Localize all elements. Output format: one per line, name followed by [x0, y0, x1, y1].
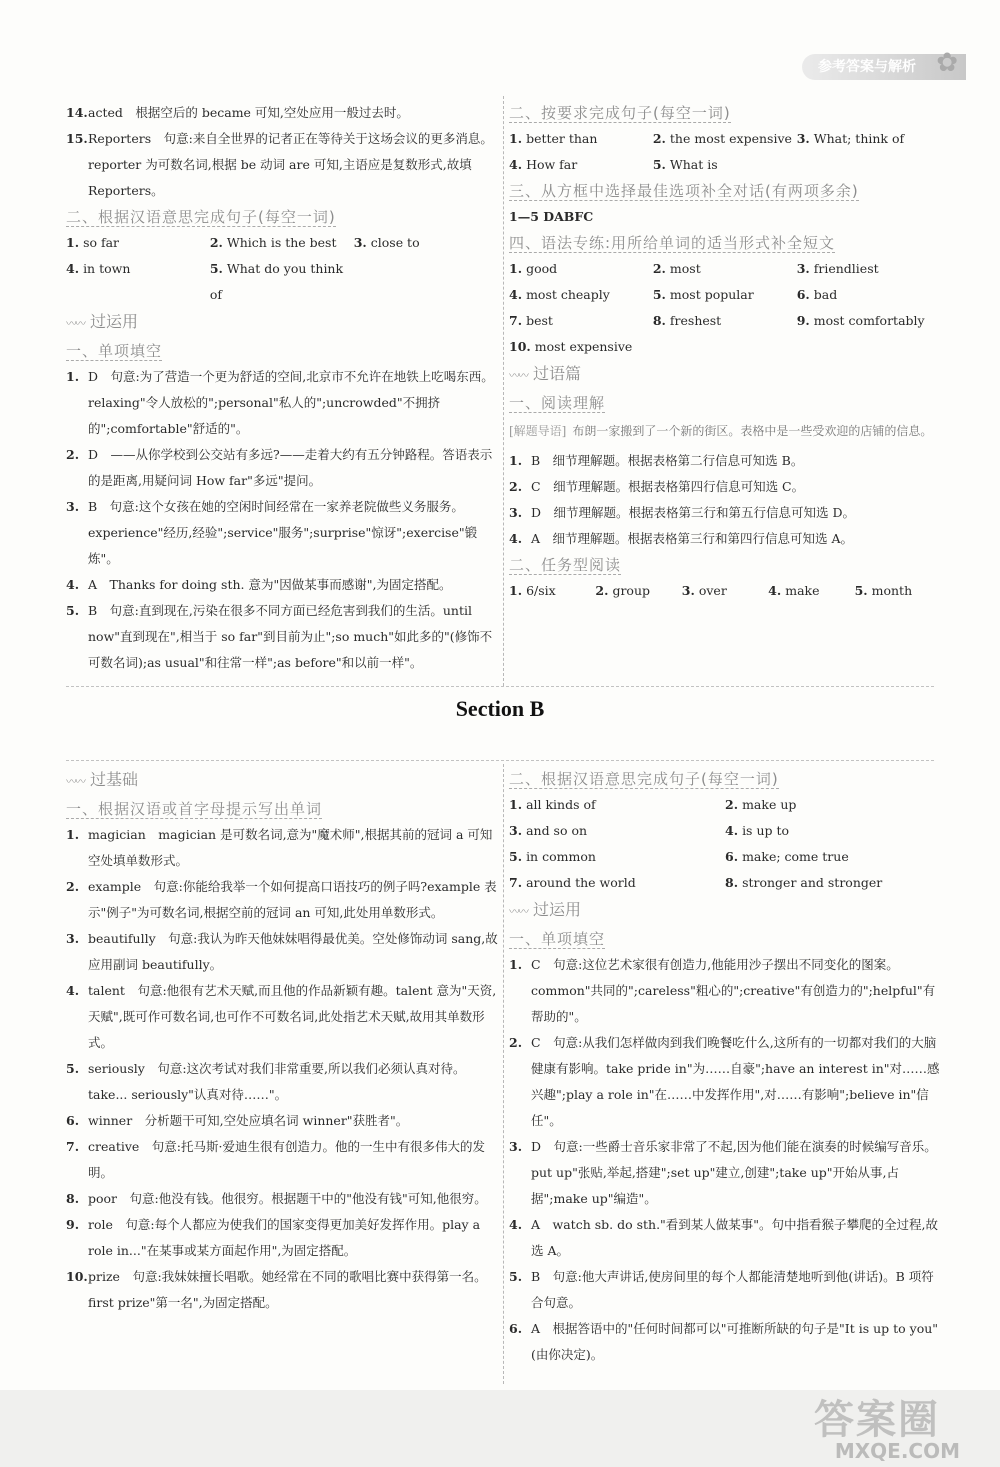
- entry-number: 4.: [66, 577, 80, 592]
- section-heading: 二、按要求完成句子(每空一词): [509, 104, 731, 122]
- entry-number: 5.: [509, 1269, 523, 1284]
- entry-number: 1.: [509, 957, 523, 972]
- cell-number: 3.: [796, 131, 810, 146]
- answer-entry: [66, 1056, 498, 1108]
- entry-number: 10.: [66, 1269, 88, 1284]
- answer-grid: [66, 230, 498, 308]
- answer-entry: [509, 1212, 941, 1264]
- entry-number: 2.: [509, 479, 523, 494]
- entry-number: 15.: [66, 131, 88, 146]
- answer-entry: [66, 978, 498, 1056]
- part-heading: 〰〰 过运用: [509, 900, 582, 919]
- entry-text: poor 句意:他没有钱。他很穷。根据题干中的"他没有钱"可知,他很穷。: [88, 1191, 487, 1206]
- section-heading: 二、任务型阅读: [509, 556, 622, 574]
- entry-number: 4.: [66, 983, 80, 998]
- entry-text: A watch sb. do sth."看到某人做某事"。句中指看猴子攀爬的全过程,故选 A。: [531, 1217, 939, 1258]
- answer-cell: [725, 792, 941, 818]
- entry-number: 5.: [66, 603, 80, 618]
- entry-number: 2.: [509, 1035, 523, 1050]
- answer-cell: [509, 126, 653, 152]
- answer-cell: [509, 256, 653, 282]
- entry-number: 3.: [509, 505, 523, 520]
- answer-cell: [509, 578, 595, 604]
- cell-text: in common: [526, 849, 596, 864]
- cell-number: 5.: [509, 849, 523, 864]
- entry-text: prize 句意:我妹妹擅长唱歌。她经常在不同的歌唱比赛中获得第一名。first prize"第一名",为固定搭配。: [88, 1269, 487, 1310]
- answer-cell: [797, 282, 941, 308]
- cell-text: group: [612, 583, 651, 598]
- entry-text: creative 句意:托马斯·爱迪生很有创造力。他的一生中有很多伟大的发明。: [88, 1139, 485, 1180]
- answer-cell: [210, 230, 354, 256]
- cell-number: 10.: [509, 339, 531, 354]
- answer-cell: [66, 230, 210, 256]
- answer-grid: [509, 792, 941, 896]
- entry-text: Reporters 句意:来自全世界的记者正在等待关于这场会议的更多消息。reporter 为可数名词,根据 be 动词 are 可知,主语应是复数形式,故填 Reporters。: [88, 131, 493, 198]
- cell-text: stronger and stronger: [742, 875, 883, 890]
- entry-number: 2.: [66, 879, 80, 894]
- entry-text: C 句意:从我们怎样做肉到我们晚餐吃什么,这所有的一切都对我们的大脑健康有影响。take pride in"为……自豪";have an interest in"对……感兴趣";play a role in"在……中发挥作用",对……有影响";believe in"信任"。: [531, 1035, 940, 1128]
- section-heading: 一、根据汉语或首字母提示写出单词: [66, 800, 323, 818]
- answer-entry: [66, 926, 498, 978]
- cell-text: friendliest: [813, 261, 879, 276]
- answer-entry: [509, 474, 941, 500]
- section-divider-lower: [66, 760, 934, 761]
- swirl-icon: 〰〰: [66, 317, 84, 330]
- answer-list: [509, 952, 941, 1368]
- entry-number: 14.: [66, 105, 88, 120]
- entry-text: B 句意:这个女孩在她的空闲时间经常在一家养老院做些义务服务。experience"经历,经验";service"服务";surprise"惊讶";exercise"锻炼"。: [88, 499, 478, 566]
- answer-cell: [509, 844, 725, 870]
- solution-note: [解题导语] 布朗一家搬到了一个新的街区。表格中是一些受欢迎的店铺的信息。: [509, 424, 933, 438]
- entry-number: 3.: [66, 499, 80, 514]
- answer-cell: [797, 126, 941, 152]
- cell-text: How far: [526, 157, 578, 172]
- entry-number: 1.: [509, 453, 523, 468]
- cell-number: 5.: [209, 261, 223, 276]
- answer-cell: [509, 818, 725, 844]
- answer-entry: [509, 1030, 941, 1134]
- cell-text: most expensive: [534, 339, 633, 354]
- cell-text: all kinds of: [526, 797, 596, 812]
- entry-number: 1.: [66, 827, 80, 842]
- section-heading: 二、根据汉语意思完成句子(每空一词): [66, 208, 336, 226]
- entry-text: D 句意:一些爵士音乐家非常了不起,因为他们能在演奏的时候编写音乐。put up"张贴,举起,搭建";set up"建立,创建";take up"开始从事,占据";make up"编造"。: [531, 1139, 937, 1206]
- entry-number: 3.: [66, 931, 80, 946]
- part-heading: 〰〰 过语篇: [509, 364, 582, 383]
- entry-text: magician magician 是可数名词,意为"魔术师",根据其前的冠词 a 可知空处填单数形式。: [88, 827, 493, 868]
- section-heading: 一、单项填空: [66, 342, 163, 360]
- swirl-icon: 〰〰: [509, 369, 527, 382]
- entry-text: C 句意:这位艺术家很有创造力,他能用沙子摆出不同变化的图案。common"共同的";careless"粗心的";creative"有创造力的";helpful"有帮助的"。: [531, 957, 936, 1024]
- answer-cell: [509, 792, 725, 818]
- answer-list: [66, 822, 498, 1316]
- cell-number: 7.: [509, 875, 523, 890]
- answer-grid: [509, 126, 941, 178]
- entry-text: B 细节理解题。根据表格第二行信息可知选 B。: [531, 453, 804, 468]
- cell-text: most cheaply: [526, 287, 610, 302]
- part-heading: 〰〰 过运用: [66, 312, 139, 331]
- entry-text: A Thanks for doing sth. 意为"因做某事而感谢",为固定搭配。: [88, 577, 452, 592]
- cell-text: make; come true: [742, 849, 849, 864]
- cell-text: over: [698, 583, 727, 598]
- top-right-column: [509, 100, 941, 604]
- entry-number: 3.: [509, 1139, 523, 1154]
- entry-text: A 根据答语中的"任何时间都可以"可推断所缺的句子是"It is up to you"(由你决定)。: [531, 1321, 939, 1362]
- entry-text: beautifully 句意:我认为昨天他妹妹唱得最优美。空处修饰动词 sang,故应用副词 beautifully。: [88, 931, 498, 972]
- answer-entry: [509, 1264, 941, 1316]
- entry-number: 6.: [66, 1113, 80, 1128]
- cell-number: 4.: [768, 583, 782, 598]
- answer-grid: [509, 578, 941, 604]
- cell-text: and so on: [526, 823, 588, 838]
- cell-number: 6.: [796, 287, 810, 302]
- cell-text: around the world: [526, 875, 636, 890]
- cell-number: 3.: [796, 261, 810, 276]
- cell-number: 1.: [509, 583, 523, 598]
- entry-text: role 句意:每个人都应为使我们的国家变得更加美好发挥作用。play a role in..."在某事或某方面起作用",为固定搭配。: [88, 1217, 481, 1258]
- part-heading: 〰〰 过基础: [66, 770, 139, 789]
- answer-entry: [66, 572, 498, 598]
- answer-entry: [66, 442, 498, 494]
- section-heading: 一、单项填空: [509, 930, 606, 948]
- cell-number: 4.: [509, 287, 523, 302]
- cell-text: freshest: [669, 313, 722, 328]
- answer-cell: [653, 308, 797, 334]
- answer-cell: [725, 818, 941, 844]
- cell-number: 4.: [66, 261, 80, 276]
- cell-text: most: [669, 261, 701, 276]
- cell-number: 1.: [66, 235, 80, 250]
- answer-cell: [653, 256, 797, 282]
- entry-number: 7.: [66, 1139, 80, 1154]
- answer-entry: [66, 822, 498, 874]
- cell-number: 1.: [509, 261, 523, 276]
- cell-number: 4.: [509, 157, 523, 172]
- cell-text: the most expensive: [669, 131, 792, 146]
- entry-number: 6.: [509, 1321, 523, 1336]
- answer-line: 1—5 DABFC: [509, 209, 594, 224]
- column-divider-top: [503, 96, 504, 686]
- entry-number: 2.: [66, 447, 80, 462]
- cell-number: 2.: [209, 235, 223, 250]
- cell-number: 8.: [725, 875, 739, 890]
- cell-number: 2.: [652, 261, 666, 276]
- header-tab: [802, 48, 966, 80]
- entry-text: B 句意:直到现在,污染在很多不同方面已经危害到我们的生活。until now"直到现在",相当于 so far"到目前为止";so much"如此多的"(修饰不可数名词);as usual"和往常一样";as before"和以前一样"。: [88, 603, 493, 670]
- answer-list: [66, 100, 498, 204]
- cell-number: 3.: [509, 823, 523, 838]
- answer-entry: [66, 598, 498, 676]
- cell-number: 9.: [796, 313, 810, 328]
- top-left-column: [66, 100, 498, 676]
- answer-cell: [509, 152, 653, 178]
- header-title: 参考答案与解析: [818, 59, 916, 75]
- cell-text: in town: [83, 261, 131, 276]
- answer-entry: [66, 100, 498, 126]
- entry-text: D 细节理解题。根据表格第三行和第五行信息可知选 D。: [531, 505, 856, 520]
- cell-text: 6/six: [526, 583, 556, 598]
- cell-text: month: [871, 583, 913, 598]
- bottom-right-column: [509, 766, 941, 1368]
- section-heading: 一、阅读理解: [509, 394, 606, 412]
- column-divider-bottom: [503, 764, 504, 1384]
- answer-list: [66, 364, 498, 676]
- entry-number: 4.: [509, 531, 523, 546]
- answer-cell: [855, 578, 941, 604]
- section-b-title: Section B: [455, 696, 545, 721]
- answer-entry: [66, 1212, 498, 1264]
- answer-cell: [725, 870, 941, 896]
- cell-text: close to: [370, 235, 420, 250]
- cell-text: What do you think of: [209, 261, 344, 302]
- answer-entry: [509, 448, 941, 474]
- cell-text: What is: [669, 157, 718, 172]
- section-heading: 二、根据汉语意思完成句子(每空一词): [509, 770, 779, 788]
- cell-text: make: [785, 583, 820, 598]
- answer-cell: [653, 126, 797, 152]
- answer-cell: [66, 256, 210, 308]
- cell-text: so far: [83, 235, 120, 250]
- cell-number: 5.: [652, 157, 666, 172]
- answer-cell: [210, 256, 354, 308]
- answer-cell: [354, 230, 498, 256]
- entry-text: acted 根据空后的 became 可知,空处应用一般过去时。: [88, 105, 409, 120]
- cell-text: is up to: [742, 823, 790, 838]
- cell-text: best: [526, 313, 553, 328]
- answer-entry: [66, 1108, 498, 1134]
- answer-entry: [66, 494, 498, 572]
- answer-entry: [509, 1316, 941, 1368]
- entry-number: 1.: [66, 369, 80, 384]
- watermark-url: MXQE.COM: [834, 1439, 960, 1463]
- cell-number: 2.: [595, 583, 609, 598]
- entry-text: C 细节理解题。根据表格第四行信息可知选 C。: [531, 479, 805, 494]
- answer-cell: [509, 334, 653, 360]
- cell-number: 2.: [725, 797, 739, 812]
- cell-text: What; think of: [813, 131, 905, 146]
- cell-number: 1.: [509, 797, 523, 812]
- entry-number: 8.: [66, 1191, 80, 1206]
- answer-cell: [653, 282, 797, 308]
- section-heading: 三、从方框中选择最佳选项补全对话(有两项多余): [509, 182, 859, 200]
- bottom-left-column: [66, 766, 498, 1316]
- entry-text: winner 分析题干可知,空处应填名词 winner"获胜者"。: [88, 1113, 409, 1128]
- footer-band: [0, 1390, 1000, 1467]
- cell-text: make up: [742, 797, 797, 812]
- cell-number: 3.: [681, 583, 695, 598]
- answer-cell: [595, 578, 681, 604]
- cell-number: 5.: [652, 287, 666, 302]
- answer-entry: [66, 364, 498, 442]
- answer-entry: [509, 952, 941, 1030]
- answer-cell: [725, 844, 941, 870]
- entry-text: talent 句意:他很有艺术天赋,而且他的作品新颖有趣。talent 意为"天资,天赋",既可作可数名词,也可作不可数名词,此处指艺术天赋,故用其单数形式。: [88, 983, 497, 1050]
- entry-text: D ——从你学校到公交站有多远?——走着大约有五分钟路程。答语表示的是距离,用疑问词 How far"多远"提问。: [88, 447, 493, 488]
- watermark-logo: 答案圈: [814, 1397, 940, 1443]
- answer-cell: [797, 256, 941, 282]
- cell-number: 8.: [652, 313, 666, 328]
- cell-text: bad: [813, 287, 838, 302]
- answer-cell: [653, 152, 797, 178]
- cell-number: 6.: [725, 849, 739, 864]
- answer-entry: [509, 526, 941, 552]
- answer-entry: [66, 126, 498, 204]
- cell-number: 2.: [652, 131, 666, 146]
- cell-text: better than: [526, 131, 598, 146]
- entry-text: example 句意:你能给我举一个如何提高口语技巧的例子吗?example 表示"例子"为可数名词,根据空前的冠词 an 可知,此处用单数形式。: [88, 879, 497, 920]
- entry-number: 9.: [66, 1217, 80, 1232]
- answer-entry: [509, 1134, 941, 1212]
- answer-cell: [768, 578, 854, 604]
- entry-number: 5.: [66, 1061, 80, 1076]
- cell-number: 7.: [509, 313, 523, 328]
- swirl-icon: 〰〰: [509, 905, 527, 918]
- answer-cell: [509, 282, 653, 308]
- cell-number: 1.: [509, 131, 523, 146]
- entry-text: A 细节理解题。根据表格第三行和第四行信息可知选 A。: [531, 531, 854, 546]
- cell-text: good: [526, 261, 558, 276]
- answer-entry: [66, 874, 498, 926]
- entry-text: B 句意:他大声讲话,使房间里的每个人都能清楚地听到他(讲话)。B 项符合句意。: [531, 1269, 934, 1310]
- answer-entry: [509, 500, 941, 526]
- cell-text: most comfortably: [813, 313, 925, 328]
- section-divider-upper: [66, 686, 934, 687]
- cell-number: 5.: [854, 583, 868, 598]
- entry-text: seriously 句意:这次考试对我们非常重要,所以我们必须认真对待。take... seriously"认真对待……"。: [88, 1061, 466, 1102]
- answer-entry: [66, 1134, 498, 1186]
- answer-list: [509, 448, 941, 552]
- answer-cell: [797, 308, 941, 334]
- answer-entry: [66, 1264, 498, 1316]
- cell-text: Which is the best: [226, 235, 337, 250]
- cell-number: 4.: [725, 823, 739, 838]
- entry-text: D 句意:为了营造一个更为舒适的空间,北京市不允许在地铁上吃喝东西。relaxing"令人放松的";personal"私人的";uncrowded"不拥挤的";comfortable"舒适的"。: [88, 369, 494, 436]
- answer-entry: [66, 1186, 498, 1212]
- answer-grid: [509, 256, 941, 360]
- answer-cell: [682, 578, 768, 604]
- cell-number: 3.: [353, 235, 367, 250]
- swirl-icon: 〰〰: [66, 775, 84, 788]
- header-logo-icon: ✿: [936, 48, 958, 78]
- answer-cell: [509, 308, 653, 334]
- section-heading: 四、语法专练:用所给单词的适当形式补全短文: [509, 234, 836, 252]
- answer-cell: [509, 870, 725, 896]
- cell-text: most popular: [669, 287, 754, 302]
- entry-number: 4.: [509, 1217, 523, 1232]
